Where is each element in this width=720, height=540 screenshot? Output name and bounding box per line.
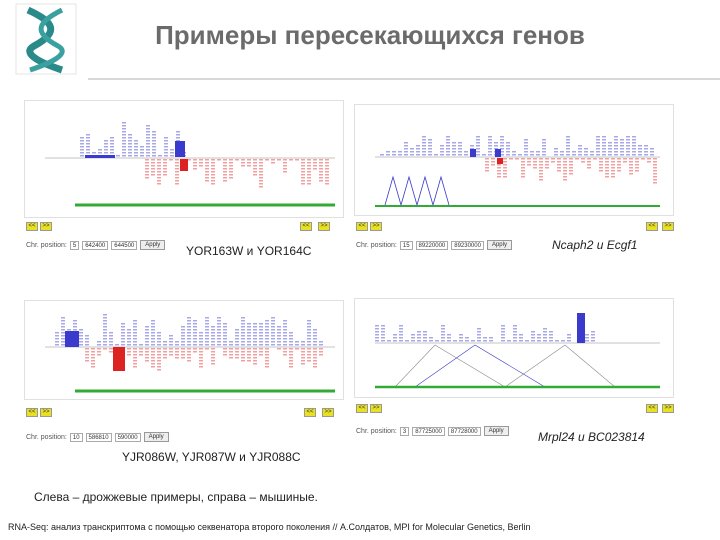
scroll-right-button[interactable]: >> [370, 222, 382, 231]
apply-button[interactable]: Apply [484, 426, 509, 436]
position-label: Chr. position: [356, 241, 397, 249]
end-position-input[interactable]: 87728000 [448, 427, 481, 436]
panel-mouse-bottom [354, 298, 674, 398]
page-title: Примеры пересекающихся генов [155, 20, 585, 50]
end-position-input[interactable]: 89230000 [451, 241, 484, 250]
position-controls [356, 240, 512, 250]
start-position-input[interactable]: 586810 [86, 433, 112, 442]
scroll-right-button[interactable]: >> [662, 404, 674, 413]
chromosome-select[interactable]: 5 [70, 241, 79, 250]
position-label: Chr. position: [356, 427, 397, 435]
caption-mouse-bottom: Mrpl24 и BC023814 [538, 430, 645, 444]
panel-yeast-top [24, 100, 344, 218]
apply-button[interactable]: Apply [140, 240, 165, 250]
apply-button[interactable]: Apply [144, 432, 169, 442]
end-position-input[interactable]: 590000 [115, 433, 141, 442]
chromosome-select[interactable]: 3 [400, 427, 409, 436]
read-coverage-plot [25, 301, 345, 401]
scroll-left-button[interactable]: << [356, 404, 368, 413]
summary-text: Слева – дрожжевые примеры, справа – мышиные. [34, 490, 318, 504]
title-divider [88, 78, 720, 80]
scroll-right-button[interactable]: >> [370, 404, 382, 413]
scroll-left-button[interactable]: << [646, 222, 658, 231]
apply-button[interactable]: Apply [487, 240, 512, 250]
position-controls [26, 432, 169, 442]
start-position-input[interactable]: 89220000 [416, 241, 449, 250]
scroll-right-button[interactable]: >> [662, 222, 674, 231]
scroll-left-button[interactable]: << [26, 408, 38, 417]
read-coverage-plot [355, 105, 675, 217]
panel-mouse-top [354, 104, 674, 216]
start-position-input[interactable]: 87725000 [412, 427, 445, 436]
caption-yeast-bottom: YJR086W, YJR087W и YJR088C [122, 450, 301, 464]
scroll-right-button[interactable]: >> [318, 222, 330, 231]
position-controls [26, 240, 165, 250]
position-label: Chr. position: [26, 241, 67, 249]
start-position-input[interactable]: 642400 [82, 241, 108, 250]
position-label: Chr. position: [26, 433, 67, 441]
panel-yeast-bottom [24, 300, 344, 400]
scroll-left-button[interactable]: << [356, 222, 368, 231]
position-controls [356, 426, 509, 436]
scroll-left-button[interactable]: << [26, 222, 38, 231]
caption-mouse-top: Ncaph2 и Ecgf1 [552, 238, 638, 252]
chromosome-select[interactable]: 15 [400, 241, 413, 250]
scroll-left-button[interactable]: << [304, 408, 316, 417]
chromosome-select[interactable]: 10 [70, 433, 83, 442]
credit-line: RNA-Seq: анализ транскриптома с помощью секвенатора второго поколения // А.Солдатов, MPI for Molecular Genetics, Berlin [8, 522, 531, 532]
read-coverage-plot [355, 299, 675, 399]
caption-yeast-top: YOR163W и YOR164C [186, 244, 312, 258]
scroll-left-button[interactable]: << [646, 404, 658, 413]
end-position-input[interactable]: 644500 [111, 241, 137, 250]
scroll-left-button[interactable]: << [300, 222, 312, 231]
read-coverage-plot [25, 101, 345, 219]
scroll-right-button[interactable]: >> [322, 408, 334, 417]
scroll-right-button[interactable]: >> [40, 222, 52, 231]
scroll-right-button[interactable]: >> [40, 408, 52, 417]
